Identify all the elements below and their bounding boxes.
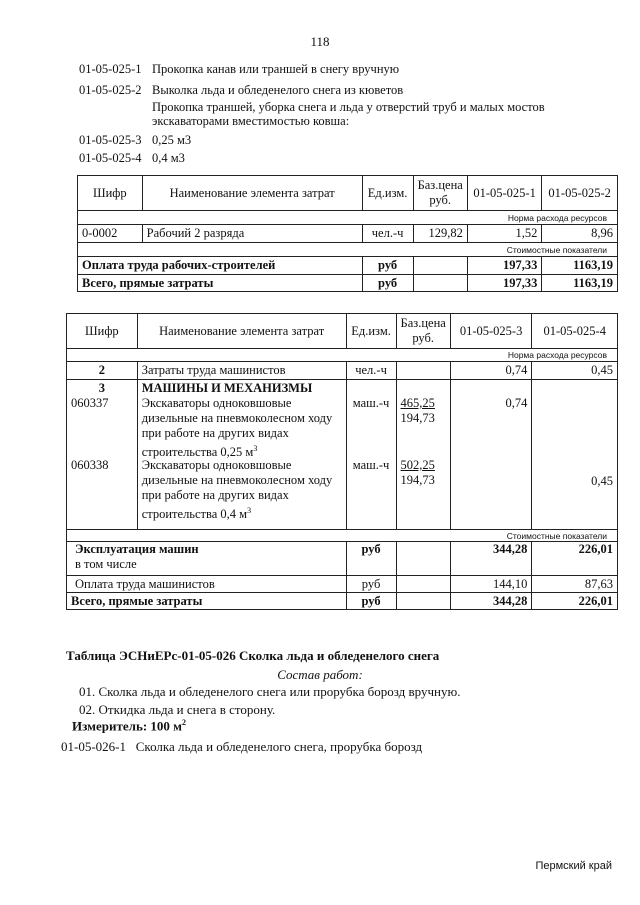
table-cell: Оплата труда рабочих-строителей xyxy=(78,257,363,275)
values-cell: 0,45 xyxy=(532,380,618,530)
header-cell: Наименование элемента затрат xyxy=(142,176,362,211)
header-cell: 01-05-025-3 xyxy=(450,314,532,349)
code-line: Прокопка траншей, уборка снега и льда у отверстий труб и малых мостов xyxy=(152,100,545,114)
table-cell: 226,01 xyxy=(532,593,618,610)
code-line: 01-05-025-4 0,4 м3 xyxy=(79,151,185,165)
header-cell: 01-05-025-2 xyxy=(542,176,618,211)
codes-cell xyxy=(67,380,138,530)
table-cell: 144,10 xyxy=(450,576,532,593)
machine-name: Экскаваторы одноковшовые дизельные на пневмоколесном ходу при работе на других видах строительства 0,4 $м^3$ xyxy=(141,458,333,522)
table-cell: Рабочий 2 разряда xyxy=(142,225,362,243)
measure-unit: Измеритель: 100 $м^2$ xyxy=(72,718,187,734)
units-cell: маш.-ч маш.-ч xyxy=(346,380,396,530)
table-cell: руб xyxy=(346,593,396,610)
table-cell: руб xyxy=(362,257,413,275)
machine-code: 060338 xyxy=(71,458,109,472)
table-cell: 8,96 xyxy=(542,225,618,243)
header-cell: Шифр xyxy=(67,314,138,349)
table-cell: Всего, прямые затраты xyxy=(67,593,347,610)
cost-label: Стоимостные показатели xyxy=(78,243,618,257)
table-cell: руб xyxy=(346,576,396,593)
code-line: 01-05-025-2 Выколка льда и обледенелого снега из кюветов xyxy=(79,83,404,97)
table-cell: 0,74 xyxy=(450,362,532,380)
table-title: Таблица ЭСНиЕРс-01-05-026 Сколка льда и обледенелого снега xyxy=(66,648,440,663)
header-cell: 01-05-025-4 xyxy=(532,314,618,349)
table-cell: 226,01 xyxy=(532,542,618,576)
table-cell: 1163,19 xyxy=(542,275,618,292)
resource-table-2 xyxy=(66,313,618,610)
table-cell: 1,52 xyxy=(467,225,542,243)
code-line: 01-05-025-1 Прокопка канав или траншей в снегу вручную xyxy=(79,62,400,76)
code-line: 01-05-026-1 Сколка льда и обледенелого снега, прорубка борозд xyxy=(61,739,423,754)
machine-name: Экскаваторы одноковшовые дизельные на пневмоколесном ходу при работе на других видах строительства 0,25 $м^3$ xyxy=(141,396,333,460)
table-cell: 0,45 xyxy=(532,362,618,380)
table-cell: 87,63 xyxy=(532,576,618,593)
machine-code: 060337 xyxy=(71,396,109,410)
table-cell: Эксплуатация машин в том числе xyxy=(67,542,347,576)
norm-label: Норма расхода ресурсов xyxy=(78,211,618,225)
resource-table-1 xyxy=(77,175,618,292)
table-cell: 344,28 xyxy=(450,593,532,610)
table-cell: руб xyxy=(362,275,413,292)
header-cell: Ед.изм. xyxy=(346,314,396,349)
section-code: 3 xyxy=(98,381,105,395)
section-title: МАШИНЫ И МЕХАНИЗМЫ xyxy=(141,381,313,395)
table-cell: руб xyxy=(346,542,396,576)
norm-label: Норма расхода ресурсов xyxy=(67,349,618,362)
footer-region: Пермский край xyxy=(535,860,612,872)
table-cell: Оплата труда машинистов xyxy=(67,576,347,593)
table-cell: 1163,19 xyxy=(542,257,618,275)
work-item: 02. Откидка льда и снега в сторону. xyxy=(79,702,276,717)
header-cell: Баз.цена руб. xyxy=(396,314,450,349)
prices-cell: 465,25 194,73 502,25 194,73 xyxy=(396,380,450,530)
page-number: 118 xyxy=(310,34,330,49)
table-cell: Всего, прямые затраты xyxy=(78,275,363,292)
table-cell: 0-0002 xyxy=(78,225,143,243)
header-cell: Баз.цена руб. xyxy=(413,176,467,211)
table-cell: 197,33 xyxy=(467,257,542,275)
code-line: 01-05-025-3 0,25 м3 xyxy=(79,133,192,147)
header-cell: Наименование элемента затрат xyxy=(137,314,346,349)
table-cell: 129,82 xyxy=(413,225,467,243)
table-cell: 2 xyxy=(67,362,138,380)
header-cell: Ед.изм. xyxy=(362,176,413,211)
values-cell: 0,74 xyxy=(450,380,532,530)
header-cell: Шифр xyxy=(78,176,143,211)
work-composition-heading: Состав работ: xyxy=(277,667,363,682)
table-cell: чел.-ч xyxy=(362,225,413,243)
table-cell: чел.-ч xyxy=(346,362,396,380)
table-cell: 344,28 xyxy=(450,542,532,576)
table-cell: Затраты труда машинистов xyxy=(137,362,346,380)
work-item: 01. Сколка льда и обледенелого снега или прорубка борозд вручную. xyxy=(79,684,461,699)
names-cell xyxy=(137,380,346,530)
table-cell: 197,33 xyxy=(467,275,542,292)
header-cell: 01-05-025-1 xyxy=(467,176,542,211)
code-line: экскаваторами вместимостью ковша: xyxy=(152,114,350,128)
cost-label: Стоимостные показатели xyxy=(67,530,618,542)
